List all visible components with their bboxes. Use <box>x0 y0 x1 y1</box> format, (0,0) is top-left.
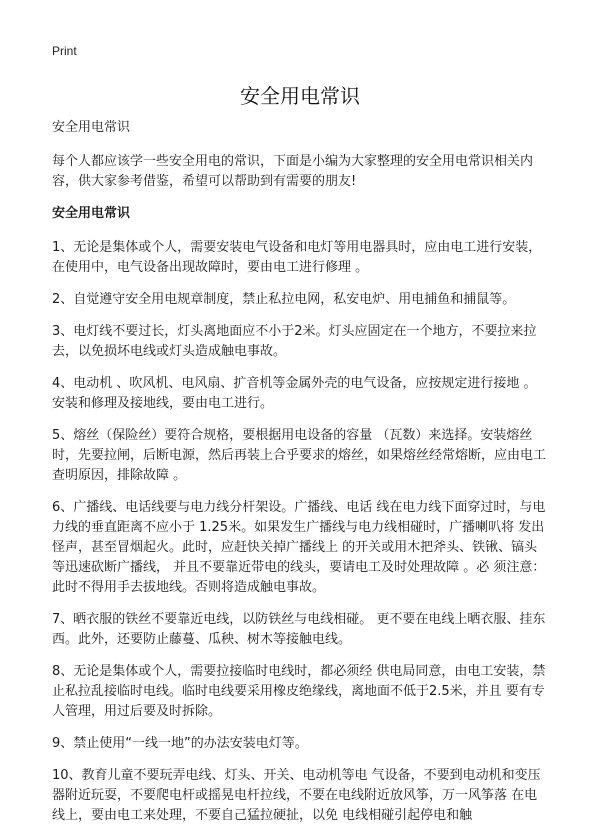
rule-paragraph: 3、电灯线不要过长，灯头离地面应不小于2米。灯头应固定在一个地方，不要拉来拉去，以免损坏电线或灯头造成触电事故。 <box>52 324 537 359</box>
section-heading: 安全用电常识 <box>52 206 131 221</box>
rule-paragraph: 5、熔丝（保险丝）要符合规格，要根据用电设备的容量 （瓦数）来选择。安装熔丝时，先要拉闸，后断电源，然后再装上合乎要求的熔丝，如果熔丝经常熔断，应由电工查明原因，排除故障 。 <box>52 428 547 483</box>
page-title: 安全用电常识 <box>240 84 360 108</box>
article-subtitle: 安全用电常识 <box>52 120 131 135</box>
article-intro: 每个人都应该学一些安全用电的常识，下面是小编为大家整理的安全用电常识相关内容，供大家参考借鉴，希望可以帮助到有需要的朋友! <box>52 154 534 189</box>
print-link[interactable]: Print <box>52 44 77 58</box>
rule-paragraph: 10、教育儿童不要玩弄电线、灯头、开关、电动机等电 气设备，不要到电动机和变压器附近玩耍，不要爬电杆或摇晃电杆拉线，不要在电线附近放风筝，万一风筝落 在电线上，要由电工来处理，不要自己猛拉硬扯，以免 电线相碰引起停电和触 <box>52 768 541 823</box>
article-body <box>52 118 548 838</box>
rule-paragraph: 8、无论是集体或个人，需要拉接临时电线时，都必须经 供电局同意，由电工安装，禁止私拉乱接临时电线。临时电线要采用橡皮绝缘线，离地面不低于2.5米，并且 要有专人管理，用过后要及时拆除。 <box>52 664 546 719</box>
rule-paragraph: 6、广播线、电话线要与电力线分杆架设。广播线、电话 线在电力线下面穿过时，与电力线的垂直距离不应小于 1.25米。如果发生广播线与电力线相碰时，广播喇叭将 发出怪声，甚至冒烟起火。此时，应赶快关掉广播线上 的开关或用木把斧头、铁锹、镐头等迅速砍断广播线， 并且不要靠近带电的线头，要请电工及时处理故障 。必 须注意：此时不得用手去拔地线。否则将造成触电事故。 <box>52 500 546 595</box>
rule-paragraph: 1、无论是集体或个人，需要安装电气设备和电灯等用电器具时，应由电工进行安装，在使用中，电气设备出现故障时，要由电工进行修理 。 <box>52 240 542 275</box>
rule-paragraph: 7、晒衣服的铁丝不要靠近电线，以防铁丝与电线相碰。 更不要在电线上晒衣服、挂东西。此外，还要防止藤蔓、瓜秧、树木等接触电线。 <box>52 612 546 647</box>
rule-paragraph: 9、禁止使用“一线一地”的办法安装电灯等。 <box>52 736 308 751</box>
rule-paragraph: 4、电动机 、吹风机、电风扇、扩音机等金属外壳的电气设备，应按规定进行接地 。安装和修理及接地线，要由电工进行。 <box>52 376 537 411</box>
rule-paragraph: 2、自觉遵守安全用电规章制度，禁止私拉电网，私安电炉、用电捕鱼和捕鼠等。 <box>52 292 516 307</box>
